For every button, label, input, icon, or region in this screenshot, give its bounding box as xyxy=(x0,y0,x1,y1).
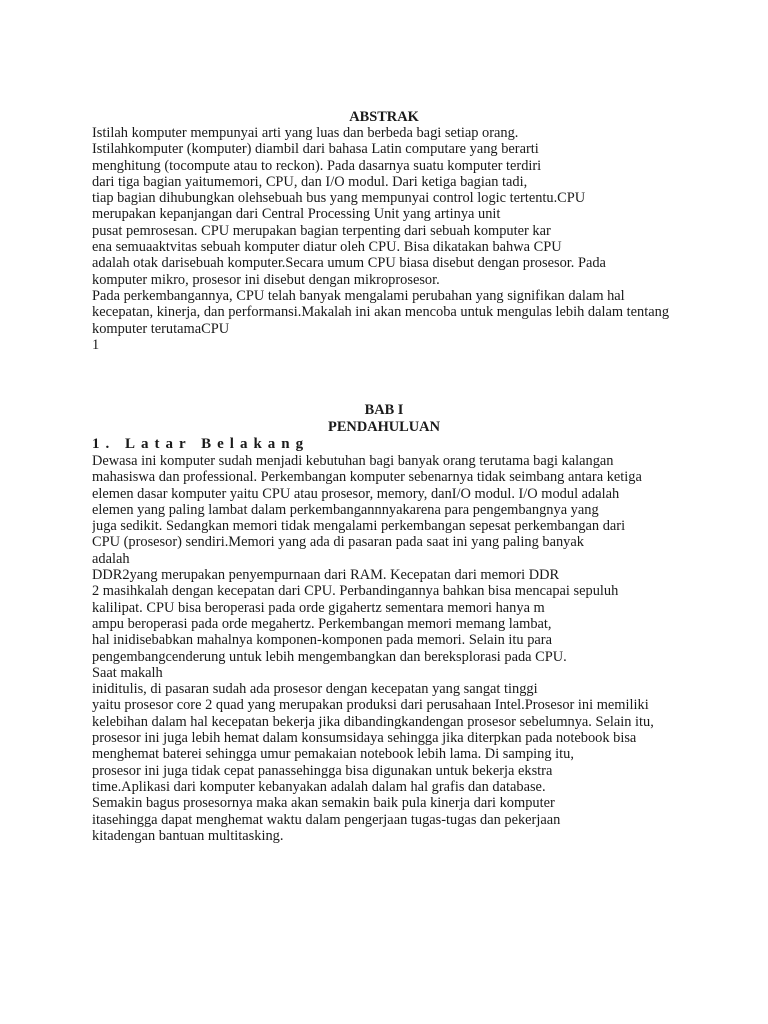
chapter-line: 2 masihkalah dengan kecepatan dari CPU. Perbandingannya bahkan bisa mencapai sepuluh xyxy=(92,583,619,600)
chapter-line: elemen yang paling lambat dalam perkembangannnyakarena para pengembangnya yang xyxy=(92,501,599,518)
abstract-line: komputer mikro, prosesor ini disebut dengan mikroprosesor. xyxy=(92,271,440,288)
chapter-line: mahasiswa dan professional. Perkembangan komputer sebenarnya tidak seimbang antara ketiga xyxy=(92,469,642,486)
chapter-line: DDR2yang merupakan penyempurnaan dari RAM. Kecepatan dari memori DDR xyxy=(92,567,560,584)
abstract-line: komputer terutamaCPU xyxy=(92,320,230,337)
chapter-line: hal inidisebabkan mahalnya komponen-komponen pada memori. Selain itu para xyxy=(92,632,552,649)
chapter-line: CPU (prosesor) sendiri.Memori yang ada di pasaran pada saat ini yang paling banyak xyxy=(92,534,584,551)
abstract-line: Pada perkembangannya, CPU telah banyak mengalami perubahan yang signifikan dalam hal xyxy=(92,287,625,304)
abstract-line: dari tiga bagian yaitumemori, CPU, dan I/O modul. Dari ketiga bagian tadi, xyxy=(92,173,528,190)
chapter-line: menghemat baterei sehingga umur pemakaian notebook lebih lama. Di samping itu, xyxy=(92,746,574,763)
abstract-line: menghitung (tocompute atau to reckon). Pada dasarnya suatu komputer terdiri xyxy=(92,157,542,174)
chapter-line: kalilipat. CPU bisa beroperasi pada orde gigahertz sementara memori hanya m xyxy=(92,599,545,616)
abstract-line: tiap bagian dihubungkan olehsebuah bus yang mempunyai control logic tertentu.CPU xyxy=(92,190,586,207)
chapter-line: Dewasa ini komputer sudah menjadi kebutuhan bagi banyak orang terutama bagi kalangan xyxy=(92,453,614,469)
chapter-line: prosesor ini juga lebih hemat dalam konsumsidaya sehingga jika diterpkan pada notebook bisa xyxy=(92,730,637,747)
section-heading-container xyxy=(92,435,682,453)
abstract-line: ena semuaaktvitas sebuah komputer diatur oleh CPU. Bisa dikatakan bahwa CPU xyxy=(92,239,562,256)
abstract-line: 1 xyxy=(92,336,100,353)
chapter-line: adalah xyxy=(92,550,130,567)
chapter-line: kitadengan bantuan multitasking. xyxy=(92,827,284,844)
chapter-line: juga sedikit. Sedangkan memori tidak mengalami perkembangan sepesat perkembangan dari xyxy=(92,518,626,535)
abstract-body xyxy=(92,125,682,353)
chapter-line: itasehingga dapat menghemat waktu dalam pengerjaan tugas-tugas dan pekerjaan xyxy=(92,811,561,828)
abstract-line: Istilah komputer mempunyai arti yang luas dan berbeda bagi setiap orang. xyxy=(92,125,519,141)
chapter-subtitle: PENDAHULUAN xyxy=(328,419,440,435)
chapter-line: pengembangcenderung untuk lebih mengembangkan dan bereksplorasi pada CPU. xyxy=(92,648,567,665)
chapter-line: time.Aplikasi dari komputer kebanyakan adalah dalam hal grafis dan database. xyxy=(92,778,546,795)
abstract-line: kecepatan, kinerja, dan performansi.Makalah ini akan mencoba untuk mengulas lebih dalam tentang xyxy=(92,304,670,321)
section-heading: 1. Latar Belakang xyxy=(92,436,310,452)
chapter-line: yaitu prosesor core 2 quad yang merupakan produksi dari perusahaan Intel.Prosesor ini memiliki xyxy=(92,697,649,714)
chapter-line: elemen dasar komputer yaitu CPU atau prosesor, memory, danI/O modul. I/O modul adalah xyxy=(92,485,620,502)
abstract-title: ABSTRAK xyxy=(349,109,419,125)
chapter-line: prosesor ini juga tidak cepat panassehingga bisa digunakan untuk bekerja ekstra xyxy=(92,762,553,779)
abstract-line: adalah otak darisebuah komputer.Secara umum CPU biasa disebut dengan prosesor. Pada xyxy=(92,255,606,272)
chapter-line: iniditulis, di pasaran sudah ada prosesor dengan kecepatan yang sangat tinggi xyxy=(92,681,538,698)
chapter-line: Semakin bagus prosesornya maka akan semakin baik pula kinerja dari komputer xyxy=(92,795,555,812)
chapter-body xyxy=(92,453,682,844)
abstract-line: Istilahkomputer (komputer) diambil dari bahasa Latin computare yang berarti xyxy=(92,141,539,158)
chapter-line: Saat makalh xyxy=(92,664,163,681)
abstract-line: pusat pemrosesan. CPU merupakan bagian terpenting dari sebuah komputer kar xyxy=(92,222,551,239)
abstract-line: merupakan kepanjangan dari Central Processing Unit yang artinya unit xyxy=(92,206,501,223)
chapter-line: ampu beroperasi pada orde megahertz. Perkembangan memori memang lambat, xyxy=(92,615,552,632)
chapter-title: BAB I xyxy=(364,402,404,418)
chapter-line: kelebihan dalam hal kecepatan bekerja jika dibandingkandengan prosesor sebelumnya. Selain itu, xyxy=(92,713,654,730)
